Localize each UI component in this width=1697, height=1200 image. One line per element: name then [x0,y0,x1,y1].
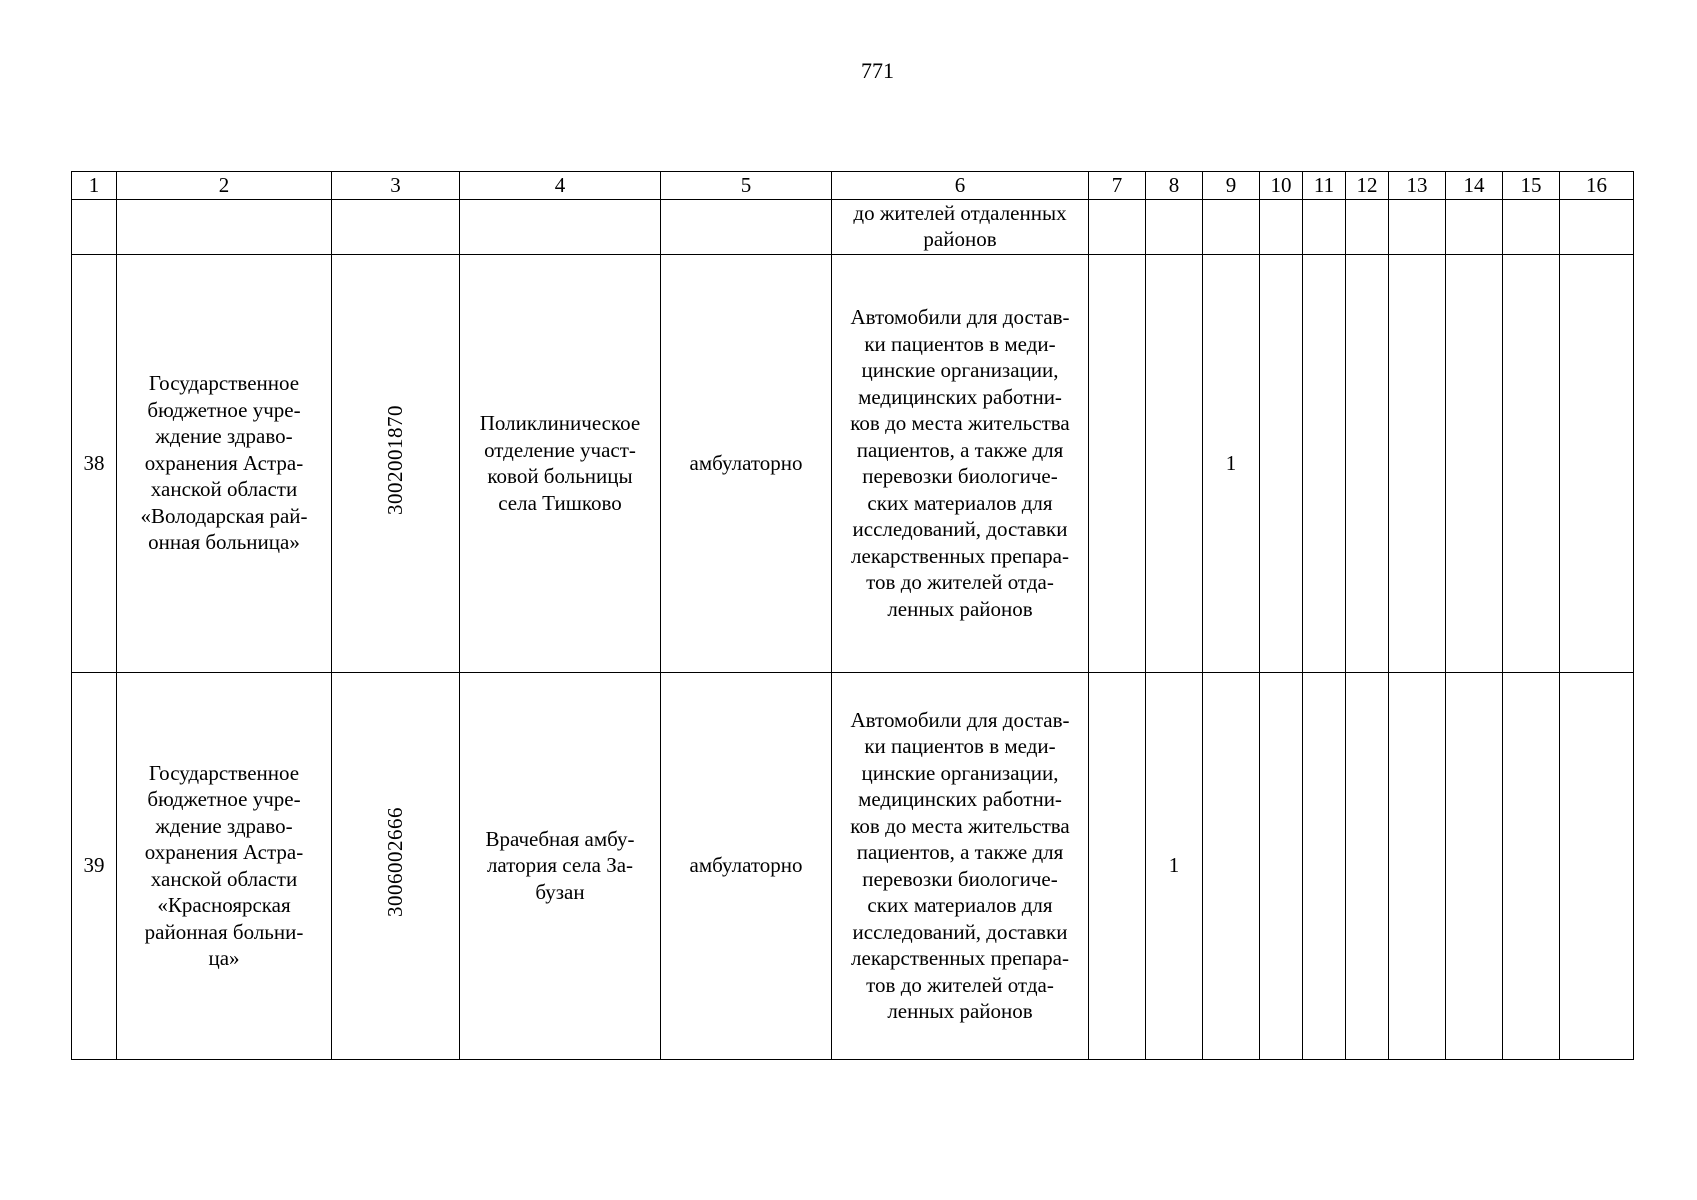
header-cell: 10 [1260,172,1303,200]
col14-value [1446,672,1503,1059]
col13-value [1389,254,1446,672]
header-cell: 7 [1089,172,1146,200]
col8-value [1146,254,1203,672]
continuation-purpose: до жителей отдаленных районов [832,199,1089,254]
col16-value [1560,254,1634,672]
table-cell [1560,199,1634,254]
col16-value [1560,672,1634,1059]
col9-value [1203,672,1260,1059]
col15-value [1503,254,1560,672]
header-cell: 16 [1560,172,1634,200]
header-cell: 15 [1503,172,1560,200]
table-cell [117,199,332,254]
col12-value [1346,672,1389,1059]
vehicle-purpose: Автомобили для достав- ки пациентов в меди- цинские организации, медицинских работни- ков до места жительства пациентов, а также для перевозки биологиче- ских материалов для исследований, доставки лекарственных препара- тов до жителей отда- ленных районов [832,254,1089,672]
header-cell: 6 [832,172,1089,200]
col15-value [1503,672,1560,1059]
table-cell [1346,199,1389,254]
col10-value [1260,254,1303,672]
care-mode: амбулаторно [661,672,832,1059]
col7-value [1089,672,1146,1059]
col10-value [1260,672,1303,1059]
org-code-cell [332,672,460,1059]
header-cell: 8 [1146,172,1203,200]
table-cell [1503,199,1560,254]
header-cell: 1 [72,172,117,200]
table-cell [1203,199,1260,254]
continuation-row [72,199,1634,254]
table-cell [1389,199,1446,254]
table-row [72,254,1634,672]
table-row [72,672,1634,1059]
table-cell [1446,199,1503,254]
header-cell: 11 [1303,172,1346,200]
care-mode: амбулаторно [661,254,832,672]
table-cell [1146,199,1203,254]
header-cell: 3 [332,172,460,200]
col13-value [1389,672,1446,1059]
table-cell [460,199,661,254]
page-number: 771 [861,58,894,83]
header-cell: 13 [1389,172,1446,200]
header-cell: 9 [1203,172,1260,200]
row-number: 38 [72,254,117,672]
table-cell [72,199,117,254]
equipment-table [71,171,1634,1060]
col8-value: 1 [1146,672,1203,1059]
table-cell [661,199,832,254]
org-code-cell [332,254,460,672]
table-cell [1089,199,1146,254]
col12-value [1346,254,1389,672]
col14-value [1446,254,1503,672]
vehicle-purpose: Автомобили для достав- ки пациентов в меди- цинские организации, медицинских работни- ков до места жительства пациентов, а также для перевозки биологиче- ских материалов для исследований, доставки лекарственных препара- тов до жителей отда- ленных районов [832,672,1089,1059]
row-number: 39 [72,672,117,1059]
table-cell [332,199,460,254]
header-cell: 5 [661,172,832,200]
header-cell: 2 [117,172,332,200]
unit-name: Поликлиническое отделение участ- ковой больницы села Тишково [460,254,661,672]
col9-value: 1 [1203,254,1260,672]
org-code: 3006002666 [383,807,408,918]
header-cell: 12 [1346,172,1389,200]
unit-name: Врачебная амбу- латория села За- бузан [460,672,661,1059]
org-code: 3002001870 [383,404,408,515]
organization-name: Государственное бюджетное учре- ждение здраво- охранения Астра- ханской области «Володарская рай- онная больница» [117,254,332,672]
organization-name: Государственное бюджетное учре- ждение здраво- охранения Астра- ханской области «Красноярская районная больни- ца» [117,672,332,1059]
table-cell [1260,199,1303,254]
header-cell: 14 [1446,172,1503,200]
col11-value [1303,672,1346,1059]
col11-value [1303,254,1346,672]
table-cell [1303,199,1346,254]
header-cell: 4 [460,172,661,200]
header-row [72,172,1634,200]
col7-value [1089,254,1146,672]
